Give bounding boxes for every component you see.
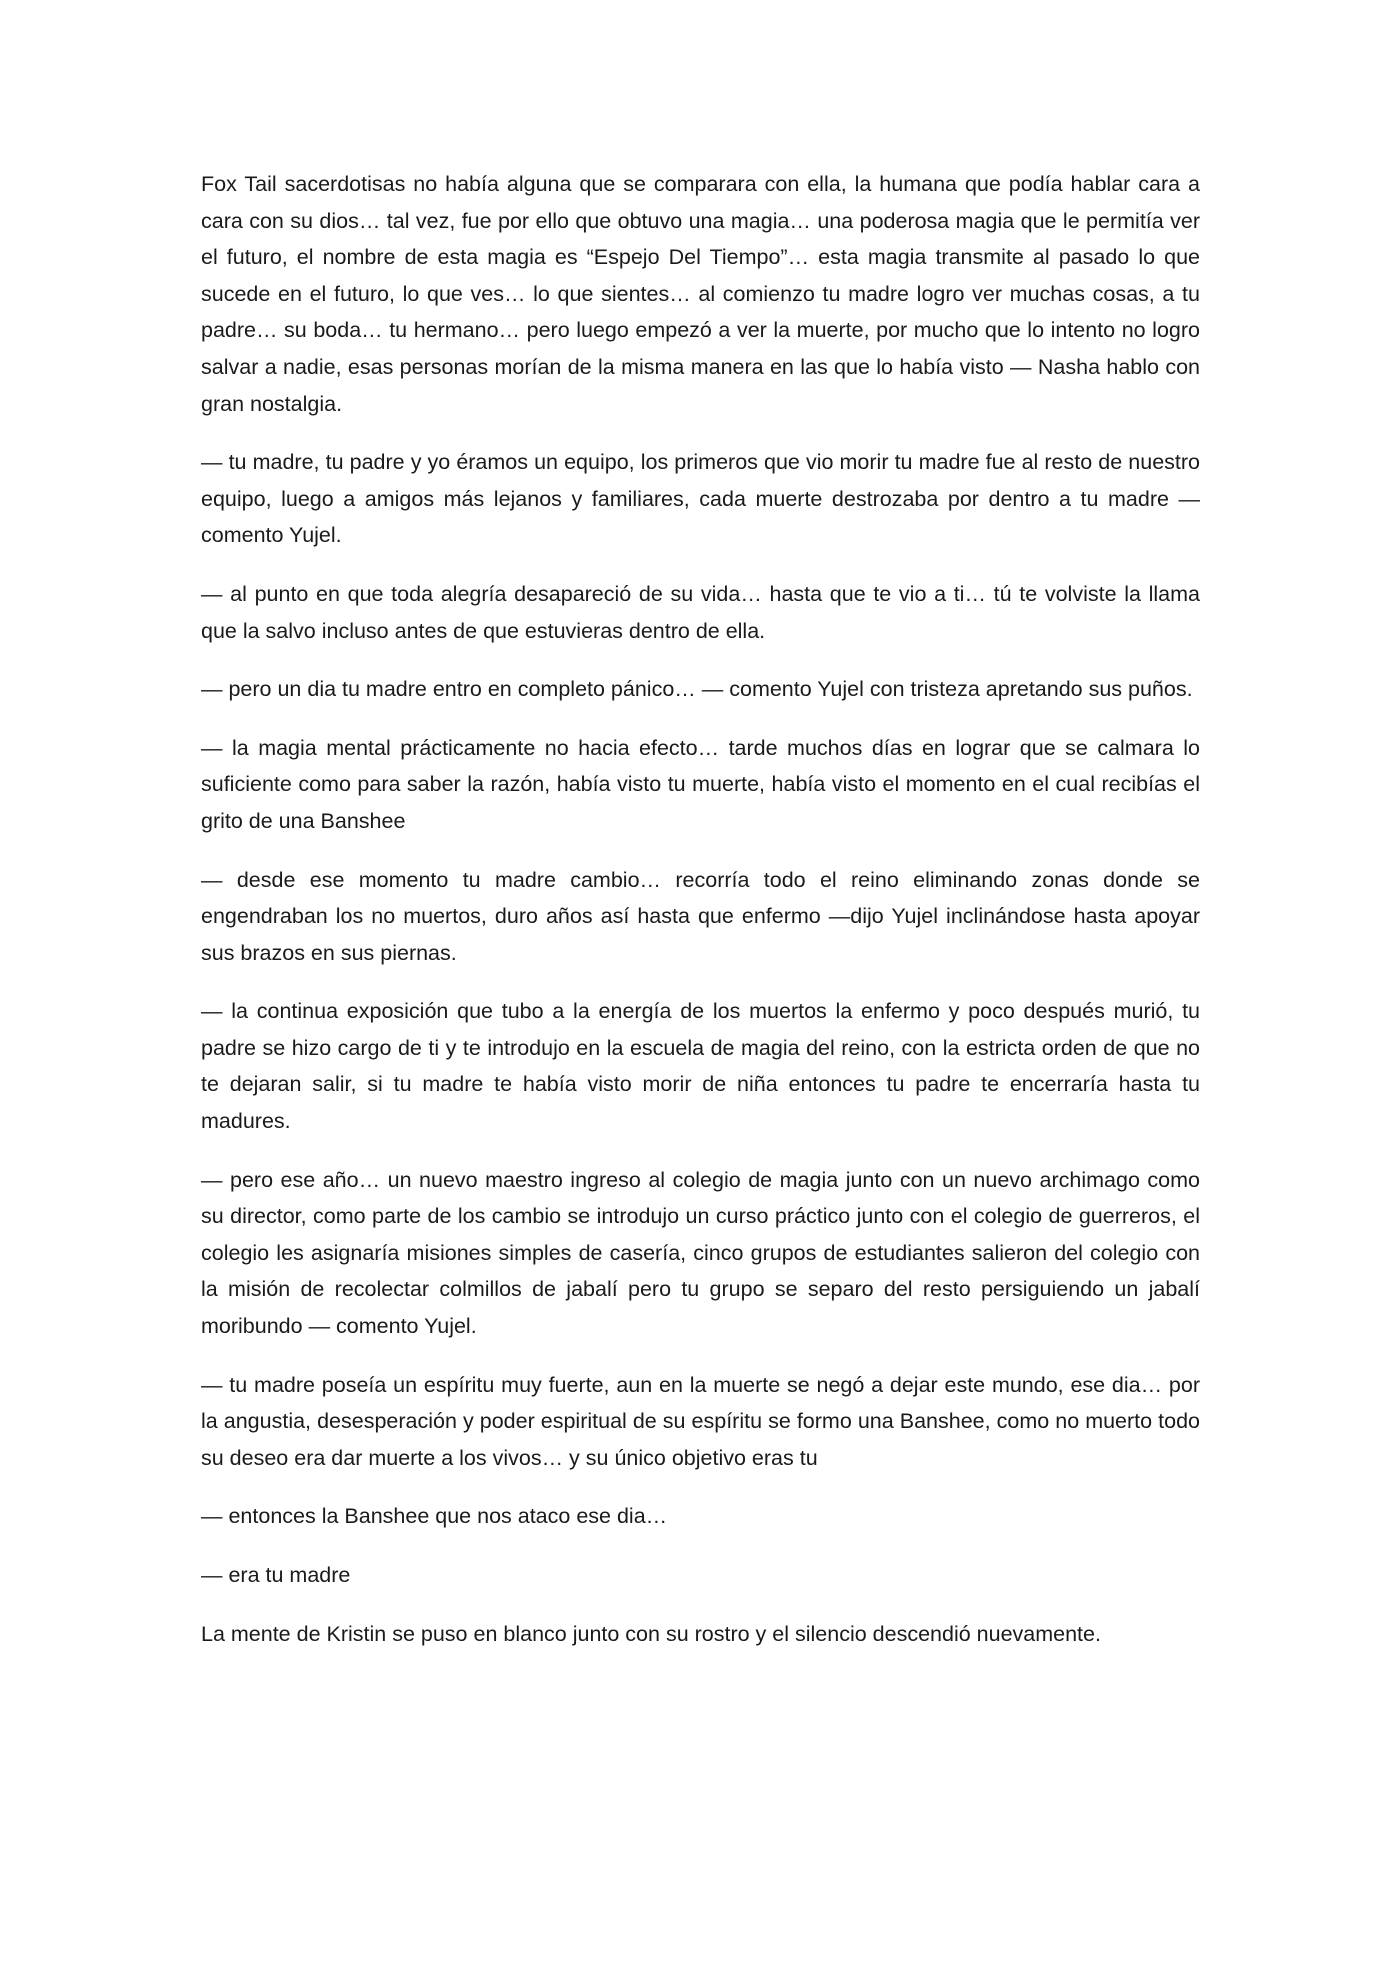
document-body (201, 166, 1200, 1674)
paragraph-5: — la magia mental prácticamente no hacia efecto… tarde muchos días en lograr que se calmara lo suficiente como para saber la razón, había visto tu muerte, había visto el momento en el cual recibías el grito de una Banshee (201, 735, 1200, 833)
paragraph-4: — pero un dia tu madre entro en completo pánico… — comento Yujel con tristeza apretando sus puños. (201, 677, 1193, 702)
paragraph-9: — tu madre poseía un espíritu muy fuerte, aun en la muerte se negó a dejar este mundo, ese dia… por la angustia, desesperación y poder espiritual de su espíritu se formo una Banshee, como no muerto todo su deseo era dar muerte a los vivos… y su único objetivo eras tu (201, 1372, 1200, 1470)
paragraph-10: — entonces la Banshee que nos ataco ese dia… (201, 1504, 668, 1529)
paragraph-11: — era tu madre (201, 1563, 351, 1587)
paragraph-12: La mente de Kristin se puso en blanco junto con su rostro y el silencio descendió nuevamente. (201, 1621, 1101, 1646)
paragraph-6: — desde ese momento tu madre cambio… recorría todo el reino eliminando zonas donde se engendraban los no muertos, duro años así hasta que enfermo —dijo Yujel inclinándose hasta apoyar sus brazos en sus piernas. (201, 867, 1200, 965)
paragraph-7: — la continua exposición que tubo a la energía de los muertos la enfermo y poco después murió, tu padre se hizo cargo de ti y te introdujo en la escuela de magia del reino, con la estricta orden de que no te dejaran salir, si tu madre te había visto morir de niña entonces tu padre te encerraría hasta tu madures. (201, 999, 1200, 1134)
paragraph-3: — al punto en que toda alegría desapareció de su vida… hasta que te vio a ti… tú te volviste la llama que la salvo incluso antes de que estuvieras dentro de ella. (201, 581, 1200, 643)
paragraph-8: — pero ese año… un nuevo maestro ingreso al colegio de magia junto con un nuevo archimago como su director, como parte de los cambio se introdujo un curso práctico junto con el colegio de guerreros, el colegio les asignaría misiones simples de casería, cinco grupos de estudiantes salieron del colegio con la misión de recolectar colmillos de jabalí pero tu grupo se separo del resto persiguiendo un jabalí moribundo — comento Yujel. (201, 1167, 1200, 1339)
paragraph-2: — tu madre, tu padre y yo éramos un equipo, los primeros que vio morir tu madre fue al resto de nuestro equipo, luego a amigos más lejanos y familiares, cada muerte destrozaba por dentro a tu madre — comento Yujel. (201, 450, 1200, 548)
paragraph-1: Fox Tail sacerdotisas no había alguna que se comparara con ella, la humana que podía hablar cara a cara con su dios… tal vez, fue por ello que obtuvo una magia… una poderosa magia que le permitía ver el futuro, el nombre de esta magia es “Espejo Del Tiempo”… esta magia transmite al pasado lo que sucede en el futuro, lo que ves… lo que sientes… al comienzo tu madre logro ver muchas cosas, a tu padre… su boda… tu hermano… pero luego empezó a ver la muerte, por mucho que lo intento no logro salvar a nadie, esas personas morían de la misma manera en las que lo había visto — Nasha hablo con gran nostalgia. (201, 172, 1200, 416)
